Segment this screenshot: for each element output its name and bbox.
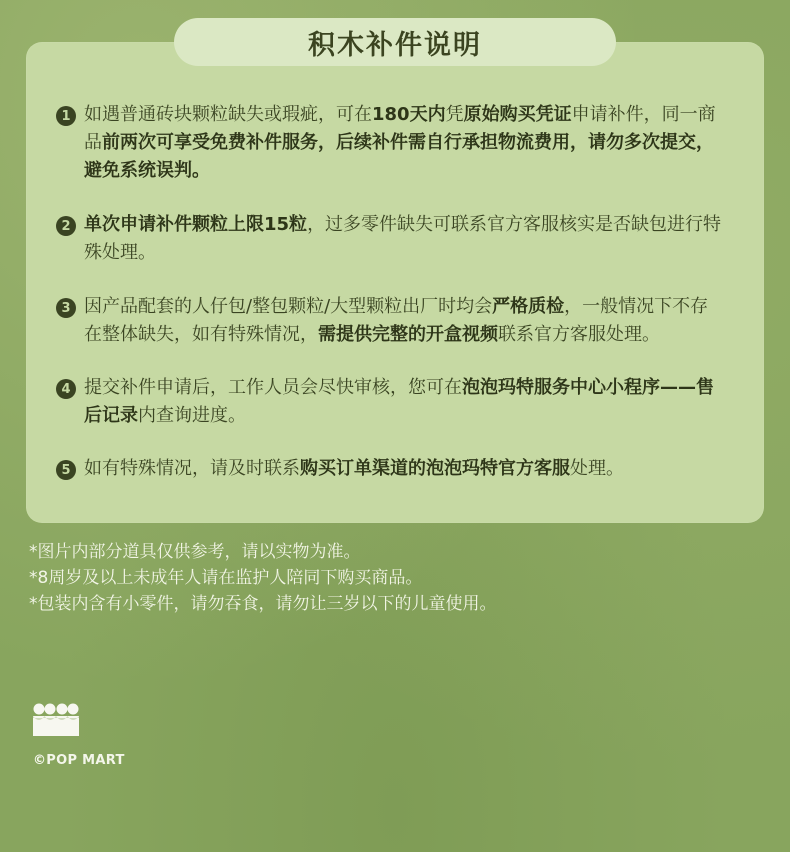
item-text-segment: 凭 bbox=[445, 104, 464, 125]
list-item bbox=[56, 374, 726, 430]
item-text bbox=[84, 374, 726, 430]
item-text-segment: ，过多零件缺失可联系官方客服核实是否缺包进行特殊处理。 bbox=[84, 214, 722, 263]
note-line: *包装内含有小零件，请勿吞食，请勿让三岁以下的儿童使用。 bbox=[29, 594, 497, 614]
list-item bbox=[56, 101, 726, 185]
item-text-segment: 如有特殊情况，请及时联系 bbox=[84, 458, 300, 479]
item-text-segment: 因产品配套的人仔包/整包颗粒/大型颗粒出厂时均会 bbox=[84, 296, 493, 317]
title-banner bbox=[174, 18, 616, 66]
item-text-segment: 申请补件，同一商品 bbox=[84, 104, 716, 153]
item-number-badge: 4 bbox=[56, 379, 76, 399]
item-text bbox=[84, 293, 726, 349]
item-text-emphasis: 需提供完整的开盒视频 bbox=[318, 324, 498, 345]
item-text bbox=[84, 101, 726, 185]
item-number-badge: 5 bbox=[56, 460, 76, 480]
copyright-text: ©POP MART bbox=[33, 753, 125, 768]
item-text-emphasis: 严格质检 bbox=[492, 296, 565, 317]
list-item bbox=[56, 211, 726, 267]
item-text-segment: ，一般情况下不存在整体缺失，如有特殊情况， bbox=[84, 296, 709, 345]
item-text bbox=[84, 455, 726, 483]
item-text-segment: 内查询进度。 bbox=[138, 405, 246, 426]
note-line: *8周岁及以上未成年人请在监护人陪同下购买商品。 bbox=[29, 568, 423, 588]
list-item bbox=[56, 293, 726, 349]
item-text-emphasis: 单次申请补件颗粒上限15粒 bbox=[84, 214, 308, 235]
item-text-segment: 提交补件申请后，工作人员会尽快审核，您可在 bbox=[84, 377, 462, 398]
note-line: *图片内部分道具仅供参考，请以实物为准。 bbox=[29, 542, 361, 562]
item-text-emphasis: 原始购买凭证 bbox=[463, 104, 572, 125]
item-number-badge: 2 bbox=[56, 216, 76, 236]
page-title: 积木补件说明 bbox=[308, 29, 482, 61]
item-text-segment: 处理。 bbox=[570, 458, 624, 479]
item-text-emphasis: 购买订单渠道的泡泡玛特官方客服 bbox=[300, 458, 570, 479]
item-number-badge: 1 bbox=[56, 106, 76, 126]
item-number-badge: 3 bbox=[56, 298, 76, 318]
disclaimer-notes bbox=[29, 539, 769, 617]
item-text-segment: 如遇普通砖块颗粒缺失或瑕疵，可在 bbox=[84, 104, 372, 125]
pop-mart-logo-icon bbox=[33, 700, 79, 736]
item-text-emphasis: 前两次可享受免费补件服务，后续补件需自行承担物流费用，请勿多次提交，避免系统误判。 bbox=[84, 132, 714, 181]
item-text-segment: 联系官方客服处理。 bbox=[498, 324, 660, 345]
item-text bbox=[84, 211, 726, 267]
item-text-emphasis: 泡泡玛特服务中心小程序——售后记录 bbox=[84, 377, 714, 426]
item-text-emphasis: 180天内 bbox=[372, 104, 446, 125]
list-item bbox=[56, 455, 726, 483]
